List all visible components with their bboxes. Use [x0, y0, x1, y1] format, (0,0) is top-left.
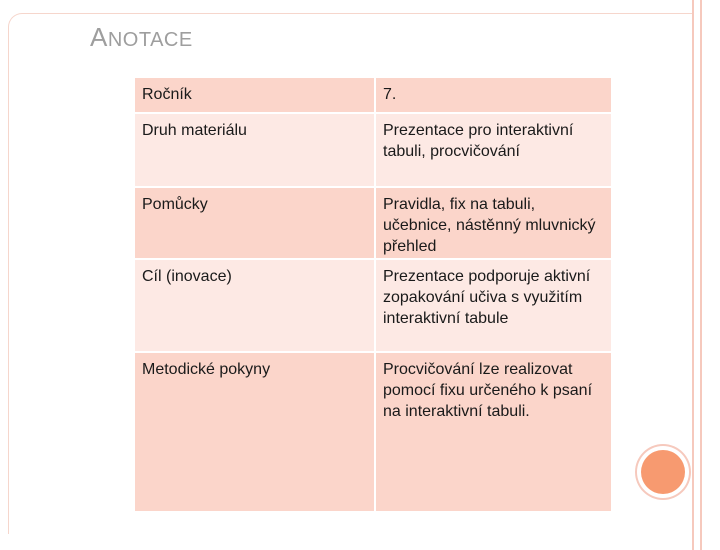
row-value: Procvičování lze realizovat pomocí fixu určeného k psaní na interaktivní tabuli.	[375, 352, 612, 512]
table-row	[134, 187, 612, 259]
annotation-table	[133, 76, 613, 513]
row-label: Cíl (inovace)	[134, 259, 375, 352]
row-label: Pomůcky	[134, 187, 375, 259]
row-value: Pravidla, fix na tabuli, učebnice, nástěnný mluvnický přehled	[375, 187, 612, 259]
row-value: Prezentace podporuje aktivní zopakování učiva s využitím interaktivní tabule	[375, 259, 612, 352]
decorative-circle	[641, 450, 685, 494]
table-row	[134, 259, 612, 352]
row-value: Prezentace pro interaktivní tabuli, procvičování	[375, 113, 612, 187]
row-label: Metodické pokyny	[134, 352, 375, 512]
title-rest: NOTACE	[107, 29, 193, 51]
table-row	[134, 113, 612, 187]
row-label: Ročník	[134, 77, 375, 113]
slide-title	[90, 22, 193, 53]
frame-line-decoration	[700, 0, 702, 550]
row-label: Druh materiálu	[134, 113, 375, 187]
row-value: 7.	[375, 77, 612, 113]
title-initial: A	[90, 22, 108, 52]
table-row	[134, 352, 612, 512]
frame-line-decoration	[692, 0, 694, 550]
table-row	[134, 77, 612, 113]
